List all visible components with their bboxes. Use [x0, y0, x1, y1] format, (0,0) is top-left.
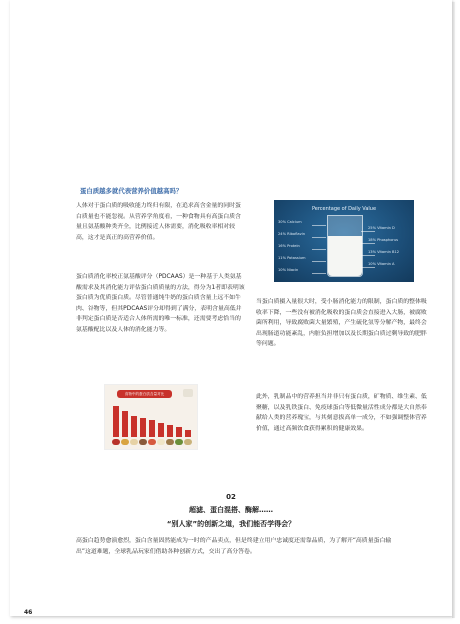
- leader-line: [312, 273, 326, 274]
- body-paragraph-2: [76, 272, 246, 336]
- paragraph-text: 此外，乳制品中的营养担当并非只有蛋白质，矿物质、维生素、低聚糖，以及乳铁蛋白、免疫球蛋白等低微量活性成分都是大自然奉献给人类的营养瑰宝，与其刻意拔高单一成分，不如强调整体营养价值，通过高频饮食获得累积的健康效果。: [256, 394, 427, 432]
- section-heading: 蛋白质越多就代表营养价值越高吗？: [80, 187, 183, 195]
- milk-glass-photo: [274, 200, 414, 282]
- protein-bar: [122, 411, 128, 437]
- photo-label: 10% Niacin: [278, 268, 299, 272]
- protein-bar: [140, 418, 146, 437]
- paragraph-text: 高蛋白趋势愈演愈烈，蛋白含量固然能成为一时的产品卖点，但是终建立用户忠诚度还需靠品质，为了解开“高质量蛋白输出”这道难题，全球乳品玩家们借助各种创新方式，交出了高分答卷。: [76, 538, 392, 555]
- section-title-line-2: “别人家”的创新之道，我们能否学得会？: [166, 520, 296, 528]
- protein-bar: [176, 427, 182, 437]
- food-icon: [157, 439, 165, 445]
- food-icon: [121, 439, 129, 445]
- body-paragraph-1: [76, 201, 246, 243]
- protein-bar: [149, 420, 155, 437]
- leader-line: [361, 231, 375, 232]
- protein-bar: [185, 430, 191, 437]
- food-icon: [175, 439, 183, 445]
- magazine-page: [10, 0, 452, 616]
- photo-title: Percentage of Daily Value: [311, 206, 377, 212]
- leader-line: [361, 243, 375, 244]
- leader-line: [361, 267, 375, 268]
- protein-bar: [113, 406, 119, 437]
- food-icon: [112, 439, 120, 445]
- photo-label: 24% Riboflavin: [278, 232, 305, 236]
- photo-label: 11% Potassium: [278, 256, 306, 260]
- food-icon: [148, 439, 156, 445]
- photo-label: 13% Vitamin B12: [368, 250, 400, 254]
- paragraph-text: 人体对于蛋白质的吸收能力终归有限，在追求高含金量的同时蛋白质量也不能忽视。从营养学角度看，一种食物具有高蛋白质含量且氨基酸种类齐全，比例接近人体需要，消化吸收率相对较高，这才是真正的高营养价值。: [76, 203, 241, 241]
- section-title-line-1: 超滤、蛋白混搭、酶解……: [189, 506, 273, 514]
- leader-line: [312, 237, 326, 238]
- food-icon: [139, 439, 147, 445]
- protein-infographic: [104, 384, 198, 450]
- leader-line: [312, 249, 326, 250]
- body-paragraph-4: [256, 392, 431, 434]
- leader-line: [361, 255, 375, 256]
- photo-label: 16% Protein: [278, 244, 300, 248]
- protein-bar: [167, 425, 173, 437]
- photo-label: 18% Phosphorus: [368, 238, 399, 242]
- photo-label: 30% Calcium: [278, 220, 302, 224]
- leader-line: [312, 261, 326, 262]
- body-paragraph-5: [76, 536, 406, 557]
- protein-bar: [131, 416, 137, 437]
- logo-icon: [183, 389, 193, 397]
- paragraph-text: 蛋白质消化率校正氨基酸评分（PDCAAS）是一种基于人类氨基酸需求及其消化能力评估蛋白质质量的方法，得分为1者即表明该蛋白质为优质蛋白质。尽管普通纯牛奶的蛋白质含量上远不如牛肉、谷物等，但其PDCAAS评分却得到了满分，表明含量高低并非判定蛋白质是否适合人体所需的唯一标准，还需要考虑恰当的氨基酸配比以及人体的消化能力等。: [76, 274, 245, 333]
- page-number: 46: [24, 609, 33, 616]
- photo-label: 10% Vitamin A: [368, 262, 395, 266]
- photo-label: 25% Vitamin D: [368, 226, 395, 230]
- food-icon: [166, 439, 174, 445]
- infographic-title: 食物中的蛋白质含量对比: [117, 390, 172, 398]
- leader-line: [312, 225, 326, 226]
- paragraph-text: 当蛋白质摄入量很大时，受小肠消化能力的限制，蛋白质的整体吸收率下降，一些没有被消化吸收的蛋白质会直接进入大肠，被腐败菌所利用，导致腐败菌大量繁殖，产生硫化氢等分解产物，最终会出现肠道功能紊乱，内脏负担增加以及长期蛋白质过剩导致的肥胖等问题。: [256, 299, 427, 348]
- food-icon: [184, 439, 192, 445]
- body-paragraph-3: [256, 297, 431, 350]
- food-icon: [130, 439, 138, 445]
- protein-bar: [158, 423, 164, 437]
- milk-fill: [328, 236, 362, 276]
- section-number: 02: [226, 493, 236, 501]
